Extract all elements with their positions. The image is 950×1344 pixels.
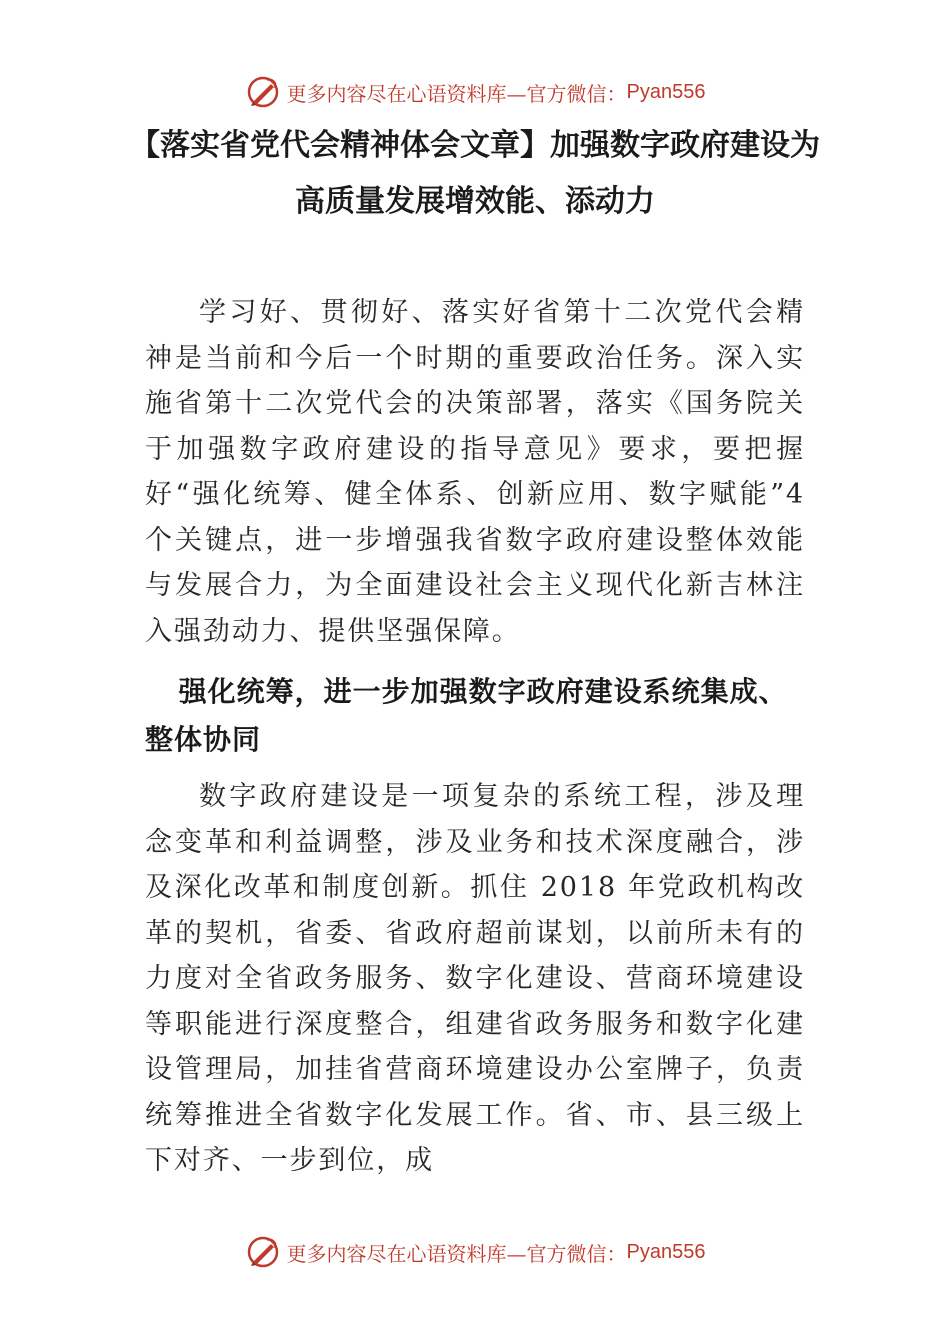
wechat-id: Pyan556 [626, 80, 706, 103]
document-body [145, 290, 805, 1184]
intro-paragraph: 学习好、贯彻好、落实好省第十二次党代会精神是当前和今后一个时期的重要政治任务。深入实施省第十二次党代会的决策部署，落实《国务院关于加强数字政府建设的指导意见》要求，要把握好“强化统筹、健全体系、创新应用、数字赋能”4 个关键点，进一步增强我省数字政府建设整体效能与发展合力，为全面建设社会主义现代化新吉林注入强劲动力、提供坚强保障。 [145, 297, 805, 647]
section-paragraph: 数字政府建设是一项复杂的系统工程，涉及理念变革和利益调整，涉及业务和技术深度融合，涉及深化改革和制度创新。抓住 2018 年党政机构改革的契机，省委、省政府超前谋划，以前所未有的力度对全省政务服务、数字化建设、营商环境建设等职能进行深度整合，组建省政务服务和数字化建设管理局，加挂省营商环境建设办公室牌子，负责统筹推进全省数字化发展工作。省、市、县三级上下对齐、一步到位，成 [145, 781, 805, 1176]
banner-text: 更多内容尽在心语资料库—官方微信： [286, 81, 627, 106]
pen-in-circle-logo-icon [245, 1234, 281, 1270]
banner-text: 更多内容尽在心语资料库—官方微信： [286, 1241, 627, 1266]
footer-banner [0, 1232, 950, 1272]
document-title: 【落实省党代会精神体会文章】加强数字政府建设为高质量发展增效能、添动力 [130, 128, 820, 219]
pen-in-circle-logo-icon [245, 74, 281, 110]
wechat-id: Pyan556 [626, 1240, 706, 1263]
section-heading: 强化统筹，进一步加强数字政府建设系统集成、整体协同 [145, 675, 788, 756]
header-banner [0, 72, 950, 112]
